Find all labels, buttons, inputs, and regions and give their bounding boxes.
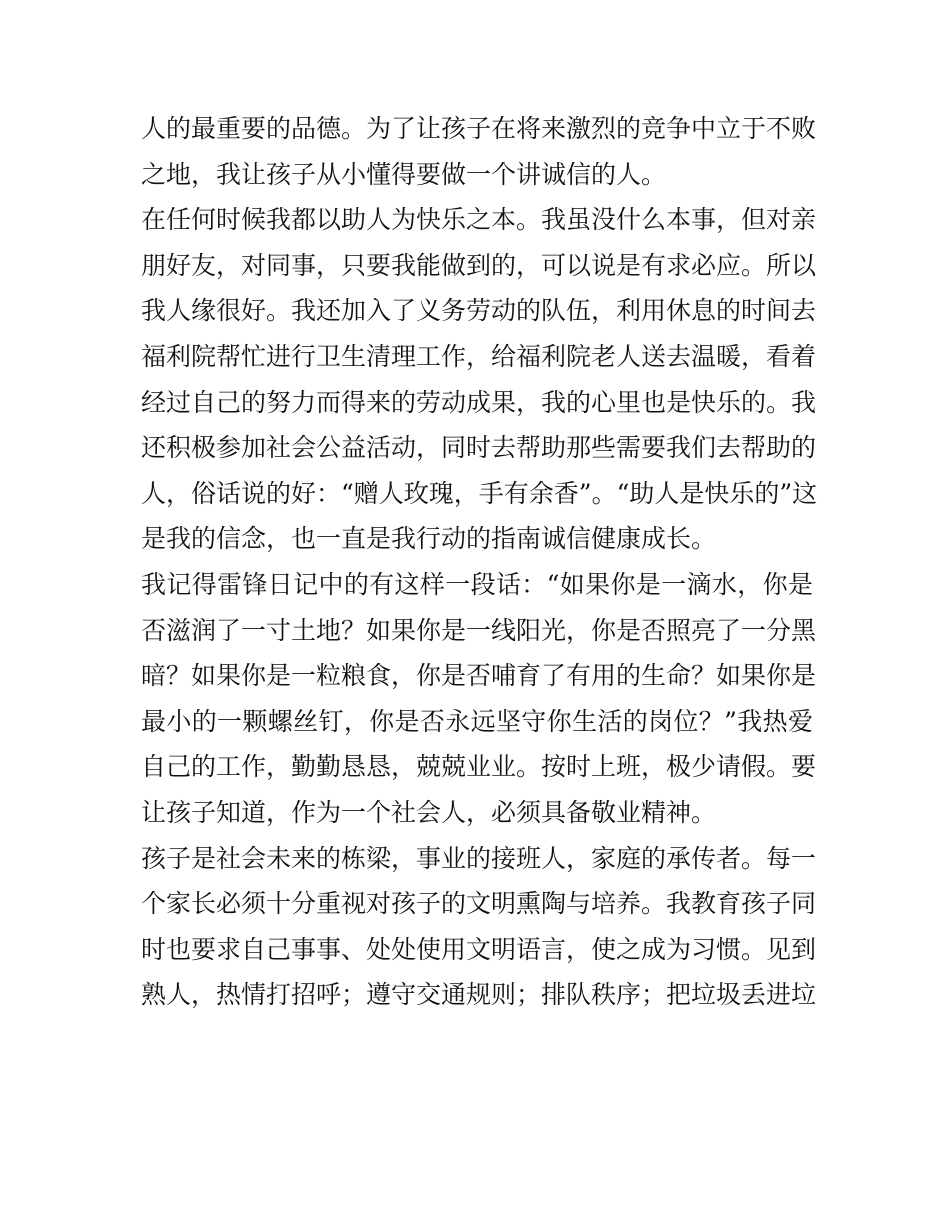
text-line: 暗？如果你是一粒粮食，你是否哺育了有用的生命？如果你是 (141, 661, 817, 691)
text-line: 否滋润了一寸土地？如果你是一线阳光，你是否照亮了一分黑 (141, 615, 817, 645)
text-line: 人，俗话说的好：“赠人玫瑰，手有余香”。“助人是快乐的”这 (141, 478, 818, 508)
text-line: 自己的工作，勤勤恳恳，兢兢业业。按时上班，极少请假。要 (141, 752, 817, 782)
text-line: 时也要求自己事事、处处使用文明语言，使之成为习惯。见到 (141, 934, 817, 964)
text-line: 是我的信念，也一直是我行动的指南诚信健康成长。 (141, 524, 717, 554)
text-line: 还积极参加社会公益活动，同时去帮助那些需要我们去帮助的 (141, 433, 817, 463)
text-line: 孩子是社会未来的栋梁，事业的接班人，家庭的承传者。每一 (141, 843, 817, 873)
text-line: 之地，我让孩子从小懂得要做一个讲诚信的人。 (141, 159, 667, 189)
text-line: 经过自己的努力而得来的劳动成果，我的心里也是快乐的。我 (141, 387, 817, 417)
text-line: 朋好友，对同事，只要我能做到的，可以说是有求必应。所以 (141, 250, 817, 280)
text-line: 让孩子知道，作为一个社会人，必须具备敬业精神。 (141, 797, 717, 827)
text-line: 最小的一颗螺丝钉，你是否永远坚守你生活的岗位？”我热爱 (141, 706, 813, 736)
text-line: 我记得雷锋日记中的有这样一段话：“如果你是一滴水，你是 (141, 569, 813, 599)
text-line: 福利院帮忙进行卫生清理工作，给福利院老人送去温暖，看着 (141, 341, 817, 371)
text-line: 熟人，热情打招呼；遵守交通规则；排队秩序；把垃圾丢进垃 (141, 980, 817, 1010)
text-line: 个家长必须十分重视对孩子的文明熏陶与培养。我教育孩子同 (141, 889, 817, 919)
text-line: 人的最重要的品德。为了让孩子在将来激烈的竞争中立于不败 (141, 114, 817, 143)
text-line: 我人缘很好。我还加入了义务劳动的队伍，利用休息的时间去 (141, 296, 817, 326)
body-text (141, 106, 818, 1018)
text-line: 在任何时候我都以助人为快乐之本。我虽没什么本事，但对亲 (141, 205, 817, 235)
